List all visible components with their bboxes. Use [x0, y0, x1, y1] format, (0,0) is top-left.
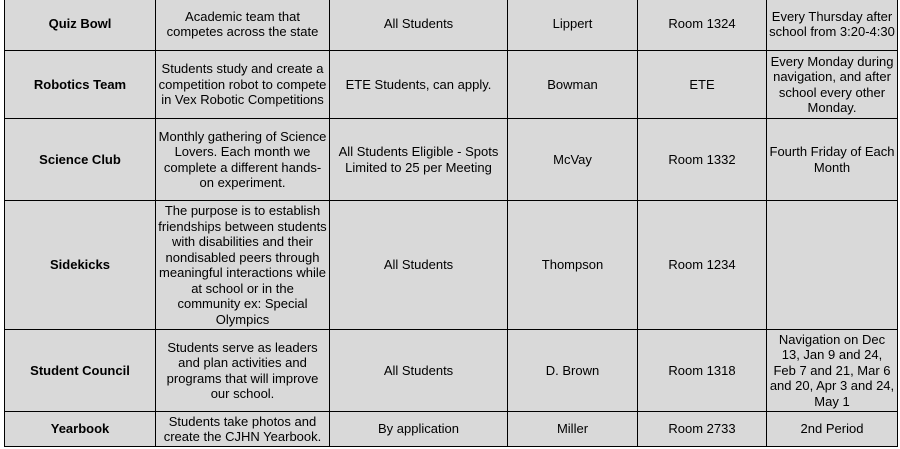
description-cell: The purpose is to establish friendships between students with disabilities and their nondisabled peers through meaningful interactions while at school or in the community ex: Special Olympics	[156, 201, 330, 330]
meeting-time-cell	[767, 201, 898, 330]
club-name-cell: Student Council	[5, 330, 156, 412]
location-cell: Room 2733	[638, 412, 767, 447]
table-row	[5, 0, 898, 51]
table-row	[5, 119, 898, 201]
meeting-time-cell: 2nd Period	[767, 412, 898, 447]
meeting-time-cell: Every Monday during navigation, and after school every other Monday.	[767, 51, 898, 119]
eligibility-cell: All Students	[330, 330, 508, 412]
club-name-cell: Robotics Team	[5, 51, 156, 119]
description-cell: Students serve as leaders and plan activities and programs that will improve our school.	[156, 330, 330, 412]
description-cell: Students take photos and create the CJHN Yearbook.	[156, 412, 330, 447]
meeting-time-cell: Navigation on Dec 13, Jan 9 and 24, Feb 7 and 21, Mar 6 and 20, Apr 3 and 24, May 1	[767, 330, 898, 412]
clubs-table	[4, 0, 898, 447]
eligibility-cell: All Students	[330, 201, 508, 330]
table-row	[5, 330, 898, 412]
eligibility-cell: By application	[330, 412, 508, 447]
eligibility-cell: All Students	[330, 0, 508, 51]
location-cell: ETE	[638, 51, 767, 119]
sponsor-cell: Miller	[508, 412, 638, 447]
club-name-cell: Yearbook	[5, 412, 156, 447]
location-cell: Room 1332	[638, 119, 767, 201]
location-cell: Room 1324	[638, 0, 767, 51]
table-row	[5, 201, 898, 330]
description-cell: Academic team that competes across the state	[156, 0, 330, 51]
meeting-time-cell: Every Thursday after school from 3:20-4:30	[767, 0, 898, 51]
sponsor-cell: D. Brown	[508, 330, 638, 412]
eligibility-cell: ETE Students, can apply.	[330, 51, 508, 119]
eligibility-cell: All Students Eligible - Spots Limited to 25 per Meeting	[330, 119, 508, 201]
table-row	[5, 51, 898, 119]
description-cell: Monthly gathering of Science Lovers. Each month we complete a different hands-on experiment.	[156, 119, 330, 201]
table-row	[5, 412, 898, 447]
meeting-time-cell: Fourth Friday of Each Month	[767, 119, 898, 201]
sponsor-cell: McVay	[508, 119, 638, 201]
club-name-cell: Quiz Bowl	[5, 0, 156, 51]
sponsor-cell: Thompson	[508, 201, 638, 330]
description-cell: Students study and create a competition robot to compete in Vex Robotic Competitions	[156, 51, 330, 119]
location-cell: Room 1318	[638, 330, 767, 412]
sponsor-cell: Lippert	[508, 0, 638, 51]
club-name-cell: Sidekicks	[5, 201, 156, 330]
sponsor-cell: Bowman	[508, 51, 638, 119]
location-cell: Room 1234	[638, 201, 767, 330]
club-name-cell: Science Club	[5, 119, 156, 201]
